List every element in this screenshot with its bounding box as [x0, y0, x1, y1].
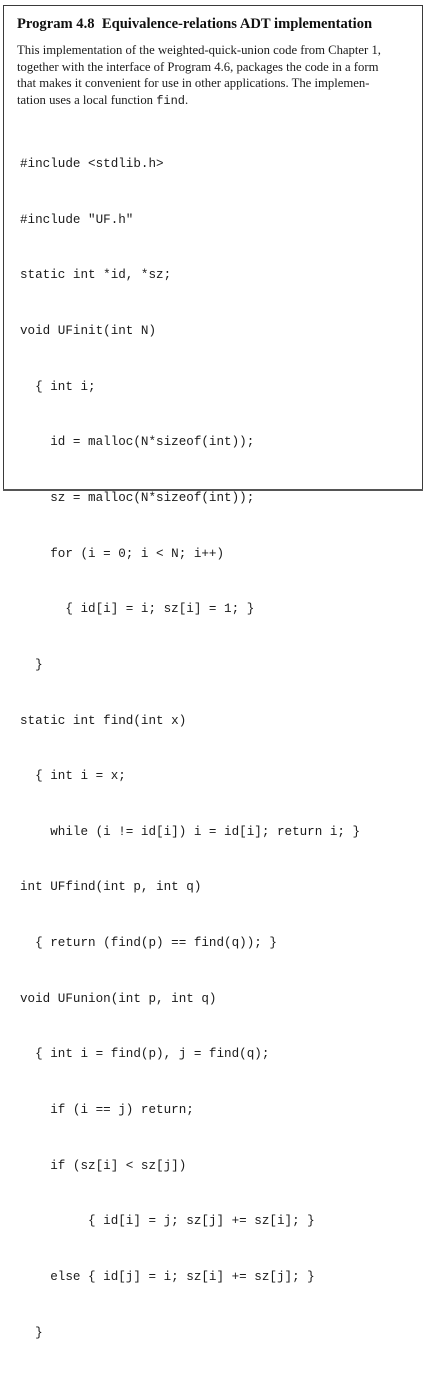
description-line-2: together with the interface of Program 4.6, packages the code in a form	[17, 59, 379, 74]
code-line: { id[i] = i; sz[i] = 1; }	[20, 602, 255, 617]
code-line: id = malloc(N*sizeof(int));	[20, 435, 255, 450]
code-listing	[20, 118, 360, 1379]
code-line: for (i = 0; i < N; i++)	[20, 546, 225, 561]
code-line: sz = malloc(N*sizeof(int));	[20, 490, 255, 505]
program-title	[17, 16, 372, 33]
code-line: if (sz[i] < sz[j])	[20, 1158, 187, 1173]
code-line: #include <stdlib.h>	[20, 157, 164, 172]
code-line: }	[20, 657, 43, 672]
code-line: }	[20, 1325, 43, 1340]
code-line: static int find(int x)	[20, 713, 187, 728]
code-line: else { id[j] = i; sz[i] += sz[j]; }	[20, 1269, 315, 1284]
code-line: if (i == j) return;	[20, 1102, 194, 1117]
code-line: { id[i] = j; sz[j] += sz[i]; }	[20, 1214, 315, 1229]
code-line: { int i = find(p), j = find(q);	[20, 1047, 270, 1062]
program-description	[17, 42, 417, 109]
description-line-4	[17, 92, 417, 110]
program-label: Program 4.8	[17, 16, 95, 32]
code-line: int UFfind(int p, int q)	[20, 880, 202, 895]
code-line: { return (find(p) == find(q)); }	[20, 936, 277, 951]
code-line: static int *id, *sz;	[20, 268, 172, 283]
code-line: { int i;	[20, 379, 96, 394]
description-inline-code: find	[156, 93, 185, 108]
code-line: #include "UF.h"	[20, 212, 134, 227]
description-line-1: This implementation of the weighted-quick-union code from Chapter 1,	[17, 43, 381, 57]
description-line-4-prefix: tation uses a local function	[17, 92, 157, 107]
code-line: void UFinit(int N)	[20, 324, 157, 339]
code-line: void UFunion(int p, int q)	[20, 991, 217, 1006]
description-line-4-suffix: .	[185, 92, 189, 107]
description-line-3: that makes it convenient for use in other applications. The implemen-	[17, 76, 370, 90]
program-title-text: Equivalence-relations ADT implementation	[101, 16, 373, 32]
code-line: { int i = x;	[20, 769, 126, 784]
code-line: while (i != id[i]) i = id[i]; return i; }	[20, 824, 361, 839]
